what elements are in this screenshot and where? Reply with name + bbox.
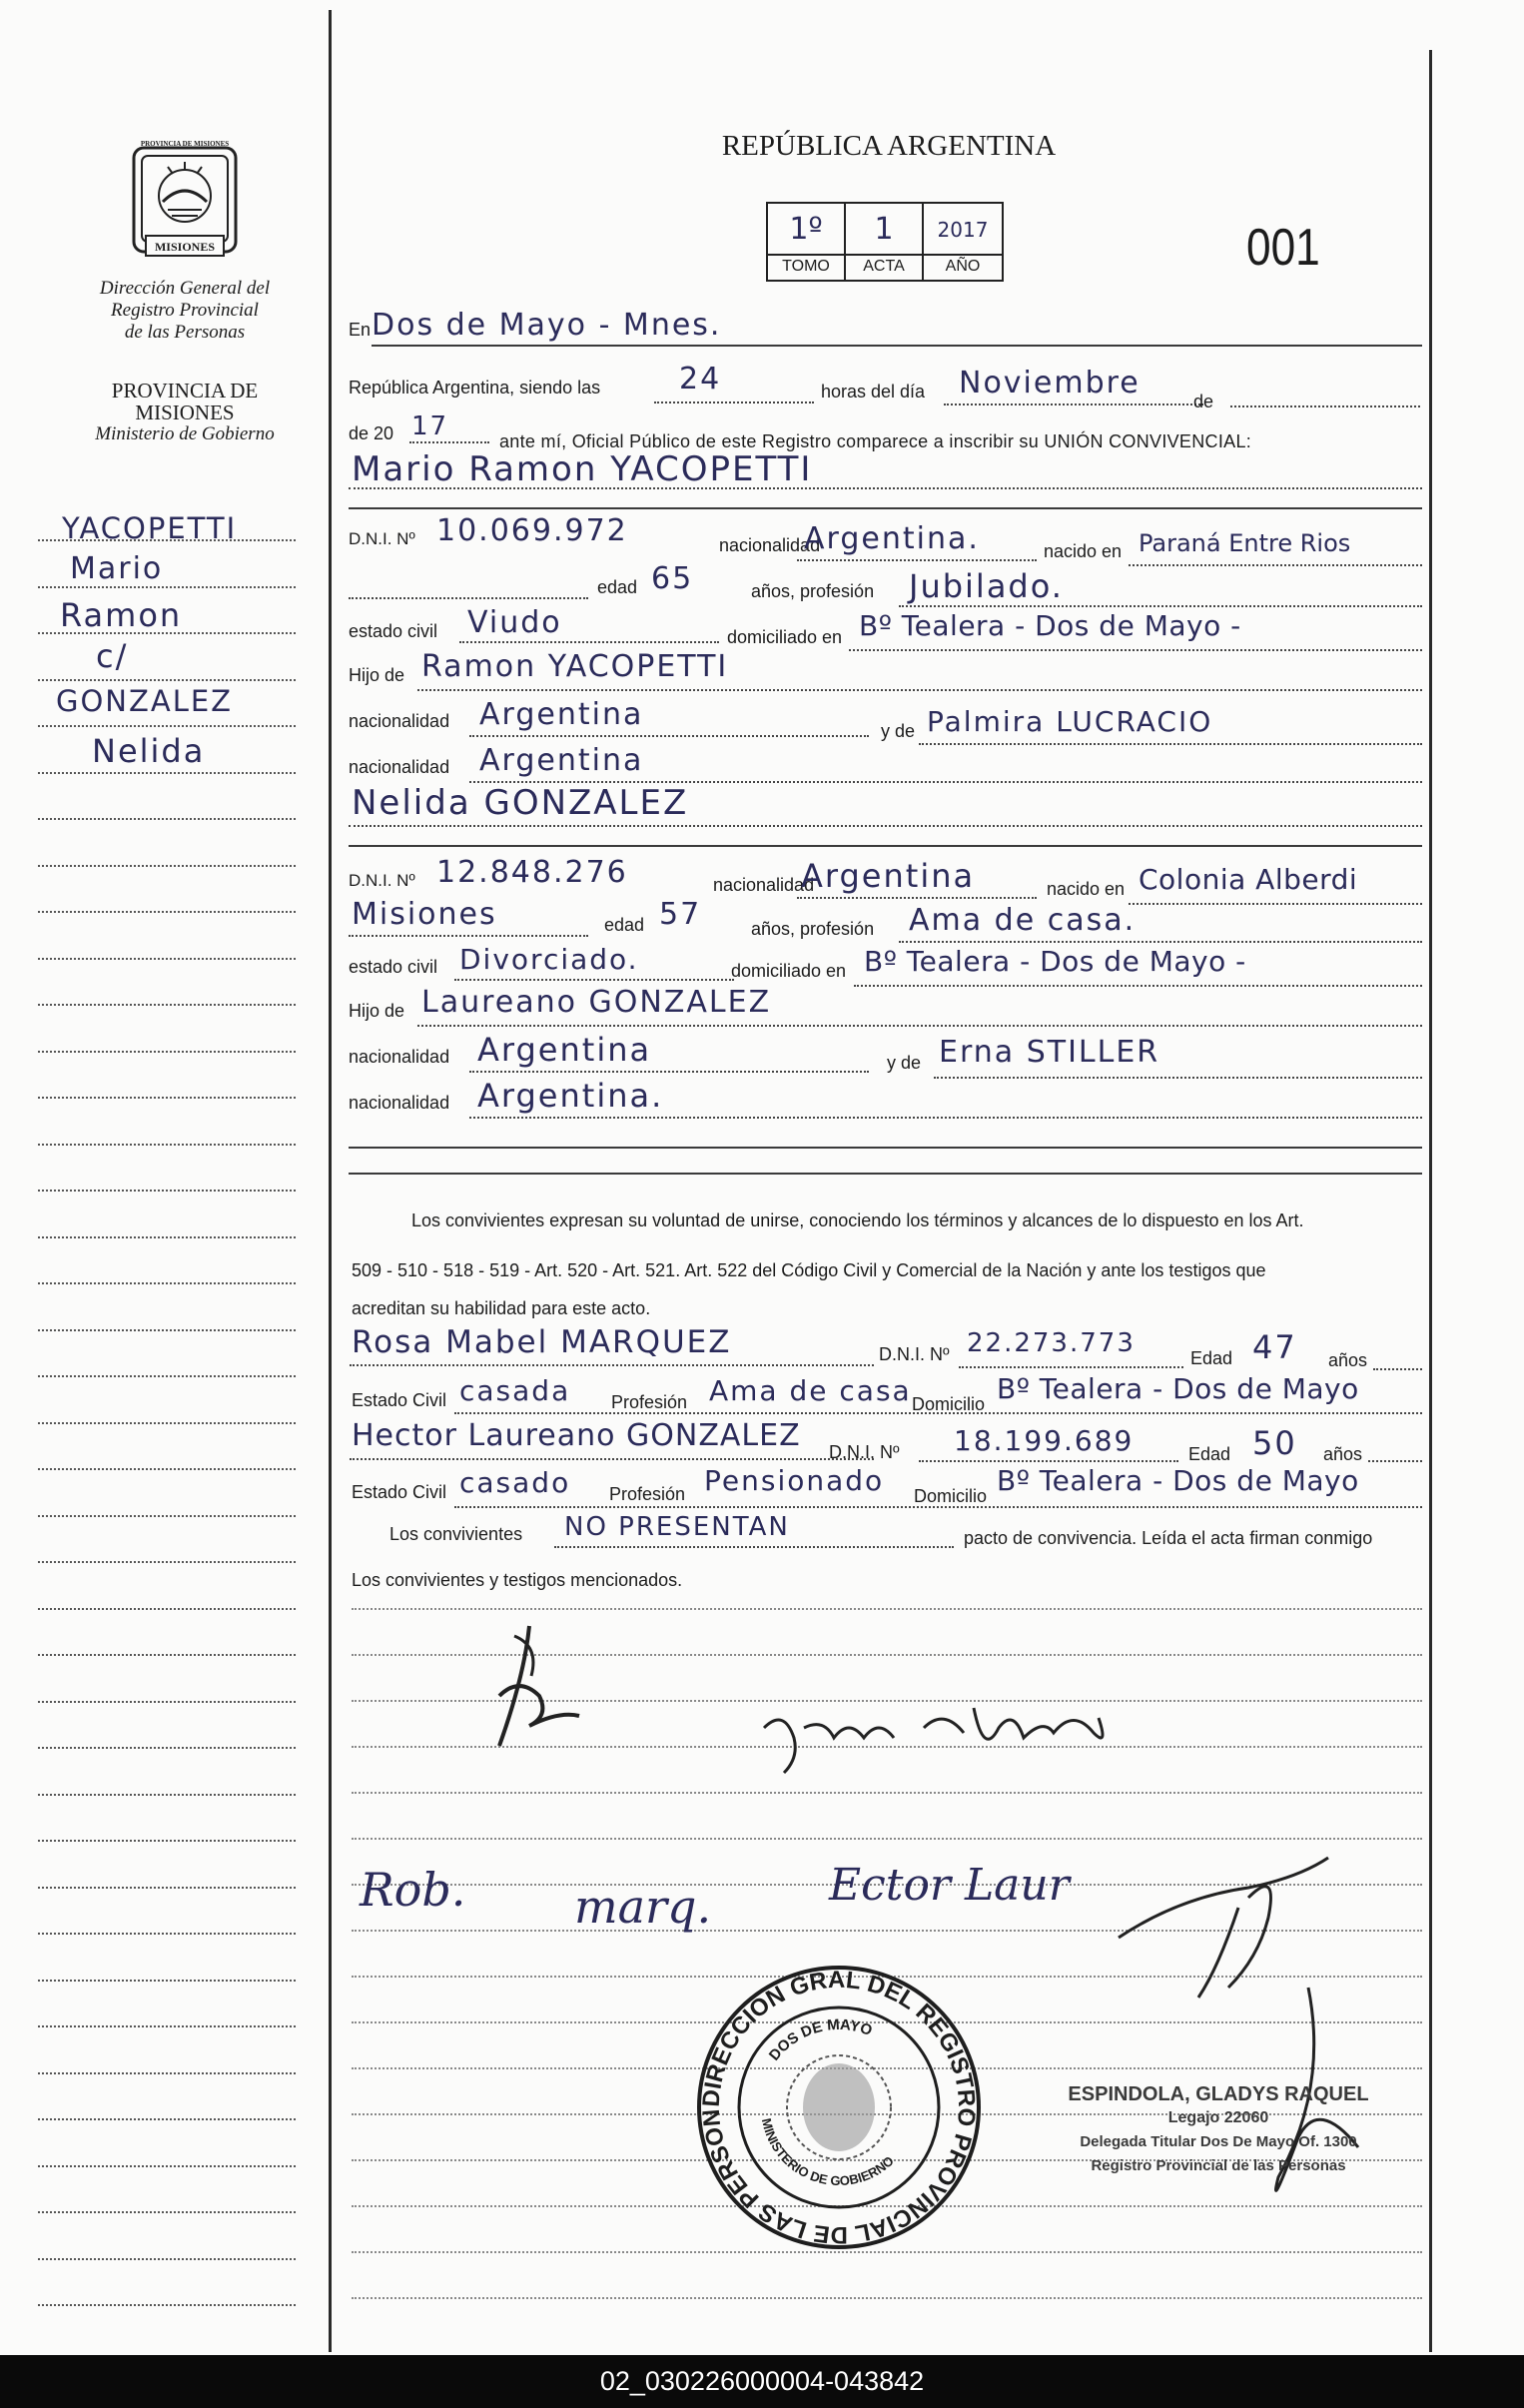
declaration-line3: acreditan su habilidad para este acto. — [352, 1298, 651, 1318]
p1-nationality: Argentina. — [804, 521, 980, 556]
agency-line: de las Personas — [124, 322, 246, 343]
margin-rule — [38, 1097, 296, 1099]
officer-legajo: Legajo 22060 — [1167, 2109, 1269, 2126]
margin-rule — [38, 865, 296, 867]
document-code-footer: 02_030226000004-043842 — [0, 2355, 1524, 2408]
p2-anos-label: años, profesión — [751, 919, 875, 939]
witness1-name: Rosa Mabel MARQUEZ — [352, 1324, 732, 1360]
person1-name: Mario Ramon YACOPETTI — [352, 449, 813, 489]
agency-line: Registro Provincial — [111, 300, 259, 321]
margin-rule — [38, 2211, 296, 2213]
ministry-line: Ministerio de Gobierno — [95, 423, 275, 444]
anio-label: AÑO — [945, 258, 981, 275]
province-line: MISIONES — [135, 401, 235, 424]
margin-rule — [38, 2165, 296, 2167]
closing-line2: Los convivientes y testigos mencionados. — [352, 1570, 683, 1590]
margin-note-firstname: Mario — [70, 551, 164, 586]
margin-rule — [38, 772, 296, 774]
margin-rule — [38, 1329, 296, 1331]
signature-rule — [352, 2297, 1422, 2299]
margin-rule — [38, 2258, 296, 2260]
margin-note-middlename: Ramon — [60, 596, 183, 634]
p2-nationality: Argentina — [801, 857, 976, 895]
officer-title: Delegada Titular Dos De Mayo Of. 1300 — [1080, 2133, 1357, 2150]
margin-rule — [38, 725, 296, 727]
margin-rule — [38, 2072, 296, 2074]
margin-rule — [38, 911, 296, 913]
margin-rule — [38, 539, 296, 541]
p2-domicilio-label: domiciliado en — [731, 961, 847, 981]
p2-hijo-label: Hijo de — [349, 1001, 405, 1021]
p2-mother-nat-label: nacionalidad — [349, 1093, 450, 1113]
p2-birthplace: Colonia Alberdi — [1139, 863, 1358, 896]
margin-rule — [38, 2118, 296, 2120]
p1-dni: 10.069.972 — [436, 513, 628, 548]
pact-value: NO PRESENTAN — [564, 1512, 790, 1542]
place-value: Dos de Mayo - Mnes. — [372, 308, 722, 343]
hour-value: 24 — [679, 362, 722, 397]
signature-2-text — [764, 1706, 1040, 1746]
p1-address: Bº Tealera - Dos de Mayo - — [859, 609, 1241, 642]
margin-rule — [38, 632, 296, 634]
p1-father-nat-label: nacionalidad — [349, 711, 450, 731]
margin-rule — [38, 1887, 296, 1889]
p2-birthplace2: Misiones — [352, 897, 497, 932]
signature-rule — [352, 1792, 1422, 1794]
w2-profesion-label: Profesión — [609, 1484, 686, 1504]
p1-birthplace: Paraná Entre Rios — [1139, 529, 1351, 557]
w2-estado-label: Estado Civil — [352, 1482, 447, 1502]
signature-3b: marq. — [574, 1880, 712, 1934]
p2-estado-label: estado civil — [349, 957, 438, 977]
witness1-address: Bº Tealera - Dos de Mayo — [997, 1372, 1359, 1405]
witness1-civil: casada — [459, 1374, 571, 1407]
margin-rule — [38, 1375, 296, 1377]
p2-father: Laureano GONZALEZ — [421, 985, 772, 1020]
margin-rule — [38, 2304, 296, 2306]
margin-rule — [38, 1980, 296, 1982]
margin-note-with: c/ — [96, 637, 129, 675]
margin-rule — [38, 1840, 296, 1842]
left-margin-rule — [329, 10, 332, 2352]
margin-rule — [38, 679, 296, 681]
margin-rule — [38, 958, 296, 960]
witness2-profession: Pensionado — [704, 1464, 885, 1497]
p2-mother: Erna STILLER — [939, 1035, 1160, 1070]
p2-nacido-label: nacido en — [1047, 879, 1126, 899]
witness2-dni: 18.199.689 — [954, 1424, 1135, 1457]
p1-domicilio-label: domiciliado en — [727, 627, 843, 647]
officer-stamp — [1029, 2082, 1408, 2178]
signature-rule — [352, 1608, 1422, 1610]
province-seal — [128, 140, 242, 262]
witness1-age: 47 — [1252, 1328, 1297, 1366]
p1-nacido-label: nacido en — [1044, 541, 1123, 561]
seal-top-text: PROVINCIA DE MISIONES — [140, 140, 230, 148]
signature-3c: Ector Laur — [829, 1860, 1070, 1911]
margin-rule — [38, 818, 296, 820]
p2-civil: Divorciado. — [459, 943, 639, 976]
margin-rule — [38, 1747, 296, 1749]
p2-father-nat-label: nacionalidad — [349, 1047, 450, 1067]
declaration-line2: 509 - 510 - 518 - 519 - Art. 520 - Art. 521. Art. 522 del Código Civil y Comercial de la Nación y ante los testigos que — [352, 1260, 1266, 1280]
margin-note-firstname2: Nelida — [92, 732, 206, 770]
acta-label: ACTA — [863, 258, 905, 275]
tomo-value: 1º — [789, 212, 823, 247]
province-line: PROVINCIA DE — [111, 379, 259, 402]
stamp-inner-bottom: MINISTERIO DE GOBIERNO — [758, 2116, 897, 2189]
p2-edad-label: edad — [604, 915, 645, 935]
closing-pact-text: pacto de convivencia. Leída el acta firman conmigo — [964, 1528, 1373, 1548]
p1-mother-nat: Argentina — [479, 743, 644, 778]
p2-father-nat: Argentina — [477, 1031, 652, 1069]
w1-profesion-label: Profesión — [611, 1392, 688, 1412]
margin-note-surname: YACOPETTI — [62, 511, 238, 545]
p1-civil: Viudo — [467, 605, 562, 640]
margin-rule — [38, 1515, 296, 1517]
margin-rule — [38, 1794, 296, 1796]
p2-profession: Ama de casa. — [909, 903, 1137, 938]
volume-box — [766, 202, 1004, 282]
margin-rule — [38, 1468, 296, 1470]
margin-rule — [38, 1422, 296, 1424]
p1-estado-label: estado civil — [349, 621, 438, 641]
p2-age: 57 — [659, 897, 702, 932]
witness2-address: Bº Tealera - Dos de Mayo — [997, 1464, 1359, 1497]
p2-address: Bº Tealera - Dos de Mayo - — [864, 945, 1246, 978]
margin-rule — [38, 1282, 296, 1284]
agency-block — [50, 278, 320, 344]
agency-line: Dirección General del — [99, 278, 271, 299]
person2-name: Nelida GONZALEZ — [352, 783, 689, 823]
stamp-ring-text: DIRECCION GRAL DEL REGISTRO PROVINCIAL DE LAS PERSON — [697, 1966, 981, 2249]
p2-yde-label: y de — [887, 1053, 922, 1073]
margin-rule — [38, 1933, 296, 1935]
p1-anos-label: años, profesión — [751, 581, 875, 601]
witness1-dni: 22.273.773 — [967, 1328, 1136, 1358]
de20-label: de 20 — [349, 423, 394, 443]
witness2-name: Hector Laureano GONZALEZ — [352, 1418, 801, 1453]
margin-rule — [38, 1051, 296, 1053]
margin-rule — [38, 1236, 296, 1238]
margin-rule — [38, 1004, 296, 1006]
intro-text: ante mí, Oficial Público de este Registro comparece a inscribir su UNIÓN CONVIVENCIAL: — [499, 431, 1252, 451]
w1-domicilio-label: Domicilio — [912, 1394, 986, 1414]
en-label: En — [349, 320, 372, 340]
w1-estado-label: Estado Civil — [352, 1390, 447, 1410]
act-number: 001 — [1246, 219, 1320, 277]
margin-rule — [38, 1561, 296, 1563]
p1-father: Ramon YACOPETTI — [421, 649, 729, 684]
w2-domicilio-label: Domicilio — [914, 1486, 988, 1506]
tomo-label: TOMO — [782, 258, 830, 275]
w2-dni-label: D.N.I. Nº — [829, 1442, 900, 1462]
w2-anos-label: años — [1323, 1444, 1363, 1464]
signature-1 — [469, 1616, 589, 1766]
officer-name: ESPINDOLA, GLADYS RAQUEL — [1068, 2083, 1369, 2105]
acta-value: 1 — [874, 212, 894, 247]
p1-nat-label: nacionalidad — [719, 535, 821, 555]
country-title: REPÚBLICA ARGENTINA — [721, 130, 1057, 162]
p2-dni-label: D.N.I. Nº — [349, 871, 415, 890]
margin-rule — [38, 1654, 296, 1656]
p2-nat-label: nacionalidad — [713, 875, 815, 895]
witness1-profession: Ama de casa — [709, 1374, 912, 1407]
p1-dni-label: D.N.I. Nº — [349, 529, 415, 548]
p1-edad-label: edad — [597, 577, 638, 597]
p1-yde-label: y de — [881, 721, 916, 741]
margin-rule — [38, 1190, 296, 1192]
p1-profession: Jubilado. — [909, 567, 1064, 605]
day-value: Noviembre — [959, 366, 1141, 401]
p1-mother-nat-label: nacionalidad — [349, 757, 450, 777]
de-label: de — [1193, 392, 1214, 411]
margin-rule — [38, 1701, 296, 1703]
w1-anos-label: años — [1328, 1350, 1368, 1370]
stamp-inner-top: DOS DE MAYO — [765, 2015, 875, 2064]
p2-mother-nat: Argentina. — [477, 1077, 664, 1115]
p1-age: 65 — [651, 561, 694, 596]
year-suffix: 17 — [411, 411, 449, 441]
margin-rule — [38, 586, 296, 588]
witness2-civil: casado — [459, 1466, 571, 1499]
p1-mother: Palmira LUCRACIO — [927, 705, 1213, 738]
province-block — [50, 380, 320, 445]
w1-edad-label: Edad — [1190, 1348, 1233, 1368]
declaration-line1: Los convivientes expresan su voluntad de unirse, conociendo los términos y alcances de lo dispuesto en los Art. — [411, 1210, 1304, 1230]
anio-value: 2017 — [937, 218, 989, 242]
p1-hijo-label: Hijo de — [349, 665, 405, 685]
officer-org: Registro Provincial de las Personas — [1091, 2157, 1346, 2174]
right-margin-rule — [1429, 50, 1432, 2352]
witness2-age: 50 — [1252, 1424, 1297, 1462]
p2-dni: 12.848.276 — [436, 855, 628, 890]
w2-edad-label: Edad — [1188, 1444, 1231, 1464]
margin-rule — [38, 2025, 296, 2027]
margin-rule — [38, 1608, 296, 1610]
republica-label: República Argentina, siendo las — [349, 378, 601, 398]
closing-conv-label: Los convivientes — [389, 1524, 523, 1544]
horas-label: horas del día — [821, 382, 926, 401]
official-round-stamp — [689, 1958, 989, 2257]
margin-note-surname2: GONZALEZ — [56, 684, 234, 718]
margin-rule — [38, 1144, 296, 1146]
signature-2 — [754, 1688, 1114, 1778]
signature-3a: Rob. — [360, 1863, 466, 1917]
seal-banner: MISIONES — [154, 240, 216, 254]
p1-father-nat: Argentina — [479, 697, 644, 732]
w1-dni-label: D.N.I. Nº — [879, 1344, 950, 1364]
